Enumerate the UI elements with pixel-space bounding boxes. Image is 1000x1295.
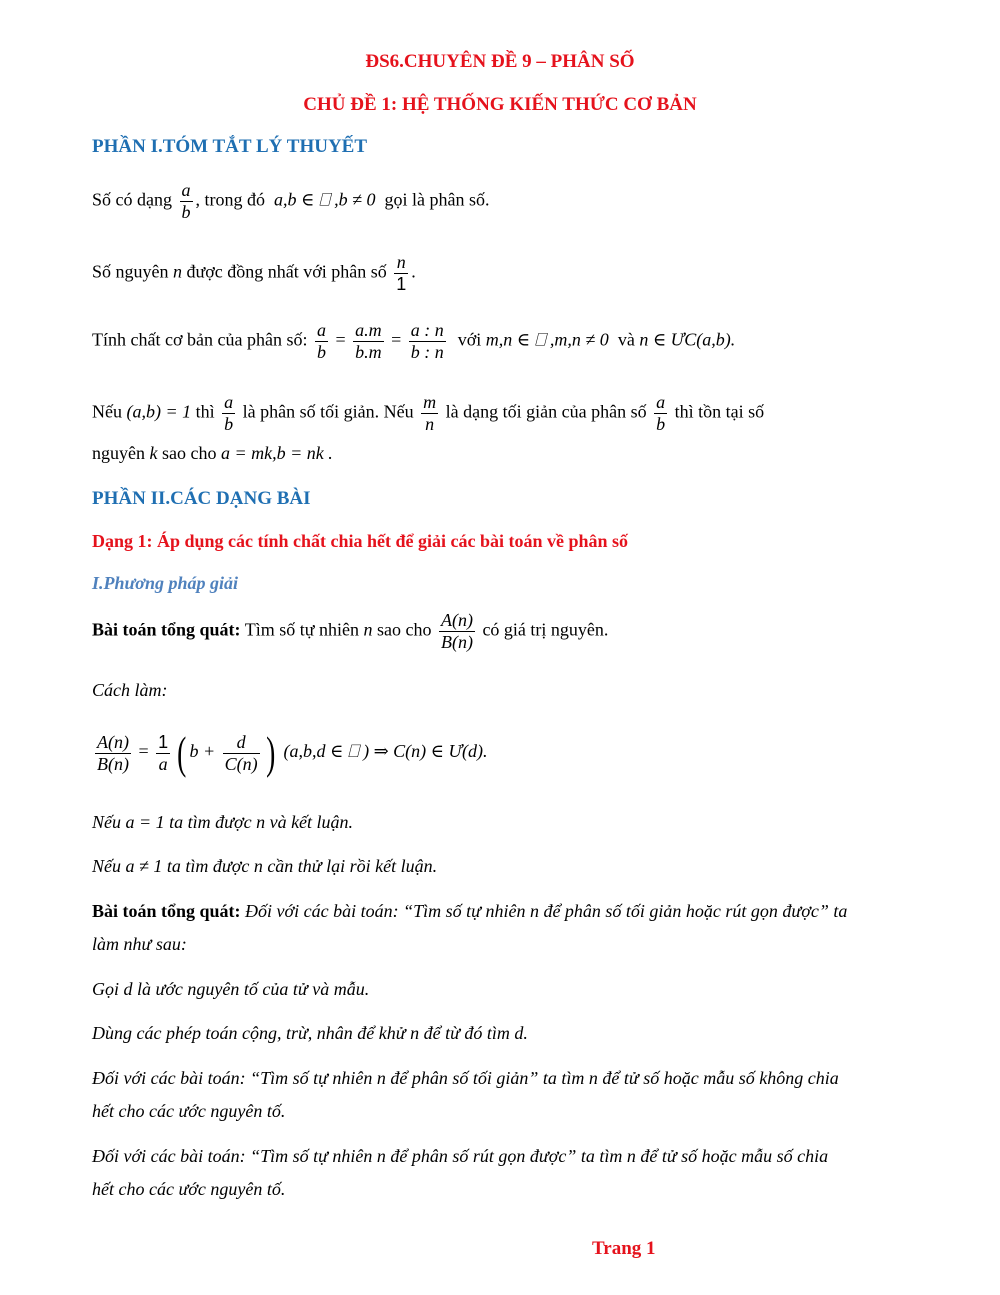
text: Số có dạng [92, 189, 172, 210]
paren-close: ) [266, 727, 276, 778]
decomposition-formula [92, 727, 488, 778]
paren-open: ( [176, 727, 186, 778]
text: thì tồn tại số [674, 401, 765, 422]
text: là dạng tối giản của phân số [445, 401, 647, 422]
text: sao cho [162, 443, 217, 463]
step-2: Dùng các phép toán cộng, trừ, nhân để khử n để từ đó tìm d. [92, 1023, 528, 1043]
definition-line [92, 180, 490, 222]
property-line [92, 320, 735, 362]
math-condition: a,b ∈ ⎕ ,b ≠ 0 [274, 189, 376, 210]
general-problem-2: Bài toán tổng quát: Đối với các bài toán: “Tìm số tự nhiên n để phân số tối giản hoặc rút gọn được” ta [92, 901, 848, 921]
fraction-am-bm: $\frac{a.m}{b.m}$ [355, 320, 382, 362]
math-gcd: (a,b) = 1 [126, 401, 192, 422]
equals: = [391, 329, 402, 350]
text: có giá trị nguyên. [482, 619, 609, 640]
text: Tìm số tự nhiên [244, 619, 359, 640]
math-condition: a ≠ 1 [125, 856, 163, 876]
text: Số nguyên [92, 261, 169, 282]
dang1-heading: Dạng 1: Áp dụng các tính chất chia hết để giải các bài toán về phân số [92, 531, 629, 551]
equals: = [335, 329, 346, 350]
text: Tính chất cơ bản của phân số: [92, 329, 308, 350]
text: sao cho [376, 619, 432, 640]
label: Bài toán tổng quát: [92, 619, 241, 640]
text: thì [195, 401, 215, 422]
fraction-a-b: $\frac{a}{b}$ [656, 392, 666, 434]
method-heading: I.Phương pháp giải [92, 573, 238, 593]
integer-fraction-line: Số nguyên n được đồng nhất với phân số $\frac{n}{1}$ . [92, 252, 416, 294]
fraction-a-over-b: $\frac{a}{b}$ [181, 180, 191, 222]
equals: = [138, 741, 149, 762]
page-number: Trang 1 [592, 1238, 656, 1259]
case-a-not-1: Nếu a ≠ 1 ta tìm được n cần thử lại rồi kết luận. [92, 856, 438, 876]
math-pair: (a,b). [696, 329, 736, 350]
math-var: n [173, 261, 182, 282]
step-1: Gọi d là ước nguyên tố của tử và mẫu. [92, 979, 370, 999]
step-4-cont: hết cho các ước nguyên tố. [92, 1179, 286, 1199]
label: Bài toán tổng quát: [92, 901, 241, 921]
fraction-d-over-Cn: $\frac{d}{C(n)}$ [224, 731, 258, 774]
part1-heading: PHẦN I.TÓM TẮT LÝ THUYẾT [92, 136, 368, 157]
text: được đồng nhất với phân số [186, 261, 387, 282]
fraction-a-b: $\frac{a}{b}$ [316, 320, 326, 362]
math-var: n [363, 619, 373, 640]
general-problem-1 [92, 610, 608, 652]
text: nguyên [92, 443, 145, 463]
text: và [617, 329, 635, 350]
irreducible-line [92, 392, 764, 434]
fraction-m-n: $\frac{m}{n}$ [423, 392, 437, 434]
text: với [457, 329, 482, 350]
step-3: Đối với các bài toán: “Tìm số tự nhiên n để phân số tối giản” ta tìm n để tử số hoặc mẫu số không chia [92, 1068, 839, 1088]
math-common-divisor: n ∈ ƯC [639, 329, 697, 350]
fraction-An-Bn: $\frac{A(n)}{B(n)}$ [97, 731, 129, 774]
part2-heading: PHẦN II.CÁC DẠNG BÀI [92, 488, 311, 509]
series-title: ĐS6.CHUYÊN ĐỀ 9 – PHÂN SỐ [365, 51, 635, 72]
case-a-equals-1: Nếu a = 1 ta tìm được n và kết luận. [92, 812, 354, 832]
cach-lam: Cách làm: [92, 680, 168, 700]
math-equation: a = mk,b = nk . [220, 443, 333, 463]
step-4: Đối với các bài toán: “Tìm số tự nhiên n để phân số rút gọn được” ta tìm n để tử số hoặc mẫu số chia [92, 1146, 829, 1166]
fraction-an-bn: $\frac{a : n}{b : n}$ [410, 320, 444, 362]
step-3-cont: hết cho các ước nguyên tố. [92, 1101, 286, 1121]
text: Nếu [92, 401, 122, 422]
integer-k-line [92, 443, 333, 464]
math-condition: m,n ∈ ⎕ ,m,n ≠ 0 [485, 329, 609, 350]
math-var: k [149, 443, 158, 463]
general-problem-2-cont: làm như sau: [92, 934, 187, 954]
math-condition: (a,b,d ∈ ⎕ ) ⇒ C(n) ∈ Ư(d). [283, 741, 488, 762]
text: gọi là phân số. [384, 189, 490, 210]
topic-title: CHỦ ĐỀ 1: HỆ THỐNG KIẾN THỨC CƠ BẢN [303, 94, 697, 115]
math-term: b + [189, 741, 216, 762]
math-condition: a = 1 [125, 812, 165, 832]
fraction-1-over-a: $\frac{1}{a}$ [158, 731, 169, 774]
text: , trong đó [195, 189, 265, 210]
fraction-a-b: $\frac{a}{b}$ [224, 392, 234, 434]
fraction-n-over-1: $\frac{n}{1}$ [396, 252, 407, 294]
text: là phân số tối giản. Nếu [242, 401, 414, 422]
fraction-An-Bn: $\frac{A(n)}{B(n)}$ [440, 610, 473, 652]
